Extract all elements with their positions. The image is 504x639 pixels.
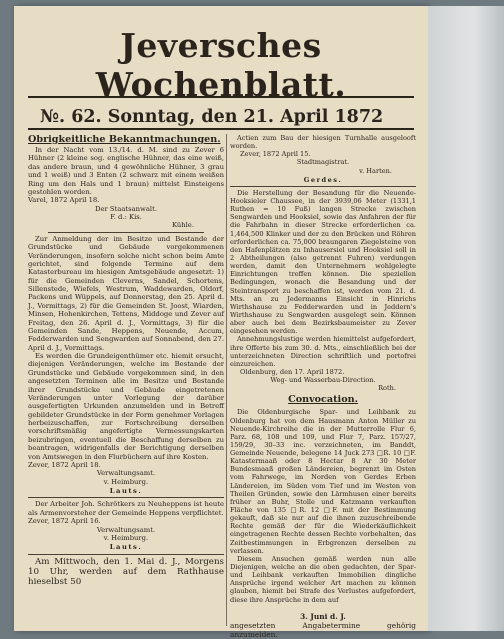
notice-signature: Stadtmagistrat. bbox=[296, 158, 350, 167]
notice-gym-shares: Actien zum Bau der hiesigen Turnhalle ausgelooft worden. bbox=[230, 134, 416, 151]
notice-theft: In der Nacht vom 13./14. d. M. sind zu Zever 6 Hühner (2 kleine sog. englische Hühner, das eine weiß, das andere braun, und 4 gewöhnliche Hühner, 3 grau und 1 weiß) und 3 Enten (2 schwarz mit einem weißen Ring um den Hals und 1 braun) mittelst Einsteigens gestohlen worden. bbox=[28, 146, 224, 196]
notice-signature: v. Heimburg. bbox=[103, 477, 149, 486]
section-heading: Obrigkeitliche Bekanntmachungen. bbox=[28, 134, 221, 145]
notice-signature: Der Staatsanwalt. bbox=[95, 204, 157, 213]
notice-signature: F. d.: Kis. bbox=[110, 213, 142, 221]
divider bbox=[28, 554, 224, 555]
convocation-date: 3. Juni d. J. bbox=[300, 612, 346, 621]
right-column bbox=[230, 134, 416, 604]
section-heading-convocation: Convocation. bbox=[288, 394, 358, 406]
notice-land-registry-cont: Es werden die Grundeigenthümer etc. hiemit ersucht, diejenigen Veränderungen, welche im Bestande der Grundstücke und Gebäude vorgekommen sind, in den angesetzten Terminen alle im Besitze und Bestande ihrer Grundstücke und Gebäude eingetretenen Veränderungen unter Vorlegung der darüber ausgefertigten Urkunden anzumelden und in Betreff gebildeter Grundstücke in der Form genehmer Vorlagen herbeizuschaffen, zur Fortschreibung derselben vorschriftsmäßig angefertigte Vermessungskarten beizubringen, eventuell die Beschaffung derselben zu beantragen, widrigenfalls der Berichtigung derselben von Amtswegen in den Flurbüchern auf ihre Kosten. bbox=[28, 352, 224, 461]
masthead-title: Jeversches Wochenblatt. bbox=[95, 26, 347, 104]
notice-signature: Roth. bbox=[378, 384, 396, 393]
notice-signature: Verwaltungsamt. bbox=[96, 469, 156, 478]
issue-dateline: №. 62. Sonntag, den 21. April 1872 bbox=[40, 107, 384, 127]
notice-road-offers: Annehmungslustige werden hiemittelst aufgefordert, ihre Offerte bis zum 30. d. Mts., einschließlich bei der unterzeichneten Direction schriftlich und portofrei einzureichen. bbox=[230, 335, 416, 368]
notice-convocation-cont: Diesem Ansuchen gemäß werden nun alle Diejenigen, welche an die oben gedachten, der Spar- und Leihbank verkauften Immobilien dingliche Ansprüche irgend welcher Art machen zu können glauben, hiemit bei Strafe des Verlustes aufgefordert, diese ihre Ansprüche in dem auf bbox=[230, 554, 416, 604]
notice-date: Zever, 1872 April 18. bbox=[28, 460, 101, 469]
convocation-instruction: angesetzten Angabetermine gehörig anzumelden. bbox=[230, 621, 416, 639]
notice-signature: Kühle. bbox=[171, 221, 194, 230]
notice-convocation: Die Oldenburgische Spar- und Leihbank zu Oldenburg hat von dem Hausmann Anton Müller zu Neuende-Kirchreihe die in der Mutterrolle Flur 6, Parz. 68, 108 und 109, und Flur 7, Parz. 157/27, 159/29, 30–33 inc. verzeichneten, im Banddt, Gemeinde Neuende, belegene 14 Juck 273 □R. 10 □F. Katastermaaß oder 8 Hectar 8 Ar 30 Meter Bundesmaaß großen Ländereien, begrenzt im Osten vom Fahrwege, im Norden von Gerdes Erben Ländereien, im Süden vom Tief und im Westen von Theilen Gründen, sowie den Lärmhusen einer bereits früher an Buhr, Stolle und Katzmann verkauften Fläche von 135 □R. 12 □F. mit der Bestimmung gekauft, daß sie nur auf die ihnen zuzuschreibende Rechte gemäß der für die Wiederkäuflichkeit eingetragenen Rechte dessen Rechte vorbehalten, das Zeitbestimmungen in Erbgrenzen derselben zu verlassen. bbox=[230, 408, 416, 555]
notice-road-construction: Die Herstellung der Besandung für die Neuende-Hooksieler Chaussee, in der 3939,06 Meter (1331,1 Ruthen = 10 Fuß) langen Strecke zwischen Sengwarden und Hooksiel, sowie das Anfahren der für die Fahrbahn in dieser Strecke erforderlichen ca. 1,464,500 Klinker und der zu den Brücken und Röhren erforderlichen ca. 75,000 braungaren Ziegelsteine von den Hafenplätzen zu Inhausersiel und Hooksiel soll in 2 Abtheilungen (also getrennt Fuhren) verdungen werden, damit den Unternehmern wohlgelegte Einrichtungen treffen können. Die speziellen Bedingungen, wonach die Besandung und der Steintransport zu beschaffen ist, werden vom 21. d. Mts. an zu Jedermanns Einsicht in Hinrichs Wirthshause zu Fedderwarden und in Jeddern's Wirthshause zu Sengwarden ausgelegt sein. Können aber auch bei dem Bezirksbaumeister zu Zever eingesehen werden. bbox=[230, 188, 416, 336]
notice-signature: Gerdes. bbox=[303, 175, 343, 184]
notice-signature: Lauts. bbox=[109, 487, 143, 495]
notice-poor-warden: Der Arbeiter Joh. Schrötkers zu Neuheppens ist heute als Armenvorsteher der Gemeinde Heppens verpflichtet. bbox=[28, 500, 224, 517]
left-column bbox=[28, 134, 224, 587]
notice-town-hall: Am Mittwoch, den 1. Mai d. J., Morgens 10 Uhr, werden auf dem Rathhause hieselbst 50 bbox=[28, 556, 224, 587]
notice-land-registry: Zur Anmeldung der im Besitze und Bestande der Grundstücke und Gebäude vorgekommenen Veränderungen, insofern solche nicht schon beim Amte gerichtet, sind folgende Termine auf dem Katasterbureau im hiesigen Amtsgebäude angesetzt: 1) für die Gemeinden Cleverns, Sandel, Schortens, Sillenstede, Wiefels, Westrum, Waddewarden, Oldorf, Packens und Wüppels, auf Donnerstag, den 25. April d. J., Vormittags, 2) für die Gemeinden St. Joost, Wiarden, Minsen, Hohenkirchen, Tettens, Middoge und Zever auf Freitag, den 26. April d. J., Vormittags, 3) für die Gemeinden Sande, Heppens, Neuende, Accum, Fedderwarden und Sengwarden auf Sonnabend, den 27. April d. J., Vormittags. bbox=[28, 234, 224, 352]
notice-date: Zever, 1872 April 15. bbox=[240, 150, 311, 159]
notice-signature: v. Harten. bbox=[359, 166, 392, 175]
newspaper-page bbox=[14, 6, 428, 639]
notice-date: Oldenburg, den 17. April 1872. bbox=[240, 367, 345, 376]
divider bbox=[230, 186, 416, 187]
notice-signature: Verwaltungsamt. bbox=[96, 525, 156, 534]
notice-date: Zever, 1872 April 16. bbox=[28, 517, 101, 526]
notice-date: Varel, 1872 April 18. bbox=[28, 196, 100, 205]
divider bbox=[28, 497, 224, 498]
notice-signature: v. Heimburg. bbox=[103, 533, 149, 542]
page-edge-shadow bbox=[428, 6, 504, 631]
convocation-footer bbox=[230, 612, 416, 639]
masthead-rule-top bbox=[28, 96, 414, 98]
divider bbox=[48, 232, 204, 233]
column-separator bbox=[226, 134, 227, 626]
masthead-rule-bottom bbox=[28, 128, 414, 130]
notice-signature: Lauts. bbox=[109, 543, 143, 552]
notice-signature: Weg- und Wasserbau-Direction. bbox=[270, 376, 376, 385]
